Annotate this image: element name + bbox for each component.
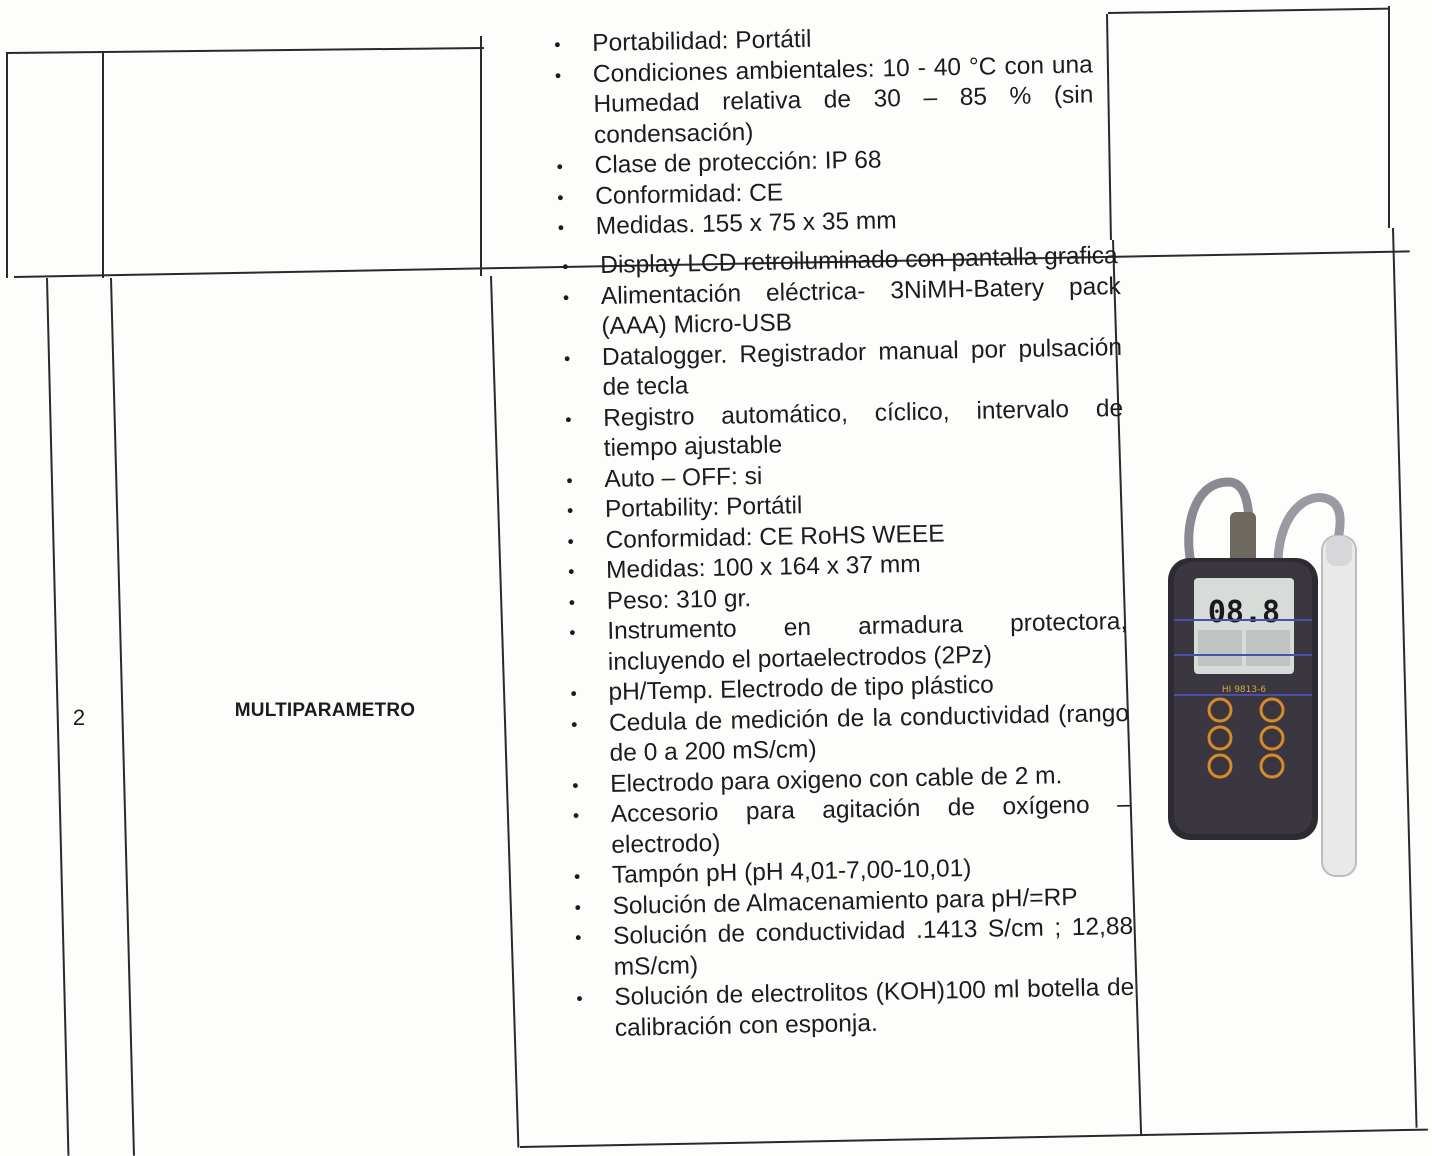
button-icon — [1261, 755, 1283, 777]
bullet-icon: • — [573, 866, 581, 887]
bullet-icon: • — [574, 896, 582, 918]
bullet-icon: • — [565, 409, 572, 430]
connector — [1230, 512, 1256, 564]
ph-meter-photo — [1160, 470, 1390, 880]
bullet-icon: • — [576, 988, 583, 1009]
bullet-icon: • — [562, 287, 570, 308]
list-item: • Solución de electrolitos (KOH)100 ml botella de calibración con esponja. — [576, 973, 1135, 1042]
bullet-icon: • — [570, 683, 577, 704]
list-item: • Registro automático, cíclico, intervalo de tiempo ajustable — [565, 394, 1124, 462]
bullet-icon: • — [569, 622, 576, 643]
col-border-right — [1388, 6, 1390, 228]
list-item: • Medidas: 100 x 164 x 37 mm — [554, 546, 1126, 587]
col-border-number-lower — [110, 278, 135, 1156]
list-item: • Solución de Almacenamiento para pH/=RP — [560, 881, 1132, 922]
bullet-icon: • — [557, 187, 564, 208]
col-border-left — [6, 52, 8, 278]
model-label: HI 9813-6 — [1221, 685, 1267, 695]
bullet-icon: • — [572, 775, 579, 796]
list-item: • Conformidad: CE RoHS WEEE — [553, 515, 1125, 556]
button-icon — [1261, 699, 1283, 721]
bullet-icon: • — [554, 34, 561, 55]
table-bottom-border — [520, 1129, 1428, 1148]
bullet-icon: • — [570, 714, 578, 735]
bullet-icon: • — [574, 927, 582, 948]
spec-list-row-2 — [548, 241, 1135, 1045]
list-item: • Clase de protección: IP 68 — [542, 141, 1094, 182]
bullet-icon: • — [572, 805, 580, 826]
col-border-specs — [1106, 14, 1112, 240]
button-icon — [1209, 699, 1231, 721]
button-icon — [1209, 727, 1231, 749]
bullet-icon: • — [562, 256, 569, 277]
list-item: • Datalogger. Registrador manual por pulsación de tecla — [563, 333, 1123, 401]
bullet-icon: • — [566, 500, 574, 521]
list-item: • pH/Temp. Electrodo de tipo plástico — [556, 668, 1128, 709]
bullet-icon: • — [563, 348, 571, 369]
item-number: 2 — [72, 705, 86, 730]
list-item: • Conformidad: CE — [543, 172, 1095, 213]
list-item: • Electrodo para oxigeno con cable de 2 m. — [558, 759, 1130, 800]
list-item: • Solución de conductividad .1413 S/cm ; 12,88 mS/cm) — [574, 912, 1134, 981]
list-item: • Tampón pH (pH 4,01-7,00-10,01) — [560, 851, 1132, 892]
list-item: • Display LCD retroiluminado con pantalla grafica — [548, 241, 1120, 282]
spec-list-row-1 — [540, 19, 1096, 243]
button-icon — [1209, 755, 1231, 777]
lcd-panel-right — [1246, 630, 1290, 666]
bullet-icon: • — [556, 156, 564, 177]
list-item: • Portability: Portátil — [553, 485, 1125, 526]
bullet-icon: • — [567, 531, 575, 552]
table-top-border — [6, 47, 484, 54]
list-item: • Portabilidad: Portátil — [540, 19, 1092, 60]
lcd-panel-left — [1198, 630, 1242, 666]
button-icon — [1261, 727, 1283, 749]
electrode-probe — [1322, 536, 1356, 876]
list-item: • Alimentación eléctrica- 3NiMH-Batery pack (AAA) Micro-USB — [562, 272, 1122, 340]
list-item: • Instrumento en armadura protectora, incluyendo el portaelectrodos (2Pz) — [569, 607, 1128, 676]
col-border-right-lower — [1392, 228, 1418, 1128]
lcd-reading: 08.8 — [1207, 595, 1281, 630]
bullet-icon: • — [567, 561, 575, 582]
list-item: • Cedula de medición de la conductividad (rango de 0 a 200 mS/cm) — [570, 699, 1130, 767]
list-item: • Medidas. 155 x 75 x 35 mm — [544, 202, 1096, 243]
list-item: • Auto – OFF: si — [552, 454, 1124, 495]
bullet-icon: • — [557, 217, 565, 238]
bullet-icon: • — [566, 470, 573, 491]
bullet-icon: • — [554, 65, 562, 86]
col-border-number — [102, 52, 104, 278]
col-border-product — [480, 36, 482, 276]
product-name: MULTIPARAMETRO — [234, 700, 416, 721]
table-top-border-right — [1108, 8, 1390, 14]
list-item: • Condiciones ambientales: 10 - 40 °C con una Humedad relativa de 30 – 85 % (sin condensación) — [554, 50, 1094, 149]
list-item: • Accesorio para agitación de oxígeno – electrodo) — [572, 790, 1131, 859]
electrode-cap — [1326, 536, 1352, 566]
list-item: • Peso: 310 gr. — [554, 576, 1126, 617]
bullet-icon: • — [568, 592, 576, 613]
